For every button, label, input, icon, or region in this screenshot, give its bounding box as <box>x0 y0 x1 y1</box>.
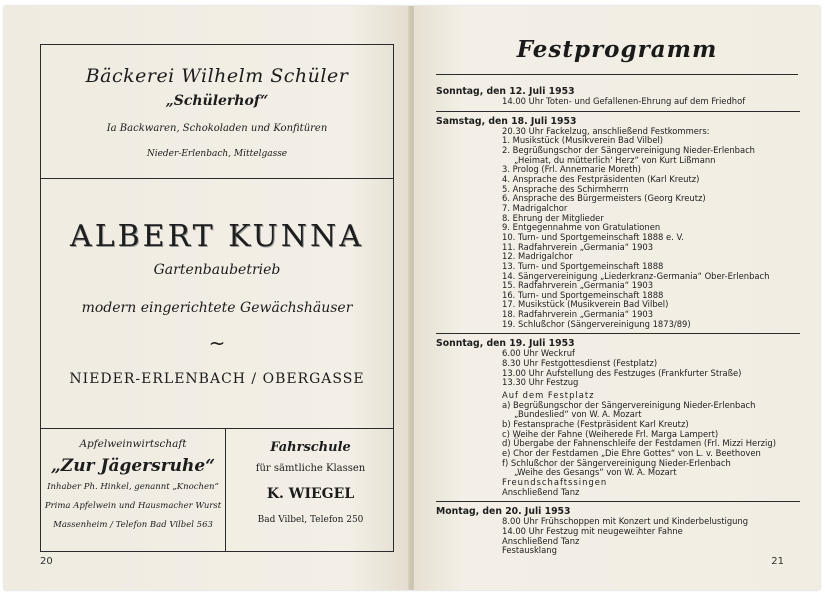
program-item: „Weihe des Gesangs“ von W. A. Mozart <box>514 467 677 478</box>
baeckerei-address: Nieder-Erlenbach, Mittelgasse <box>146 149 288 159</box>
program-item: e) Chor der Festdamen „Die Ehre Gottes“ von L. v. Beethoven <box>502 448 761 458</box>
program-item: 5. Ansprache des Schirmherrn <box>502 183 629 194</box>
program-title: Festprogramm <box>516 36 718 63</box>
advertisement-frame <box>40 44 394 552</box>
program-item: „Heimat, du mütterlich' Herz“ von Kurt Lißmann <box>514 154 716 165</box>
program-item: 15. Radfahrverein „Germania“ 1903 <box>502 280 654 291</box>
program-item: 18. Radfahrverein „Germania“ 1903 <box>502 309 654 320</box>
divider-line <box>41 428 393 429</box>
program-item: 14. Sängervereinigung „Liederkranz-Germania“ Ober-Erlenbach <box>502 270 770 281</box>
day-heading: Sonntag, den 12. Juli 1953 <box>436 86 575 97</box>
ornament-icon: ~ <box>208 331 226 355</box>
program-item: f) Schlußchor der Sängervereinigung Nieder-Erlenbach <box>502 457 731 468</box>
program-item: 16. Turn- und Sportgemeinschaft 1888 <box>502 289 664 300</box>
program-item: 6.00 Uhr Weckruf <box>502 348 575 359</box>
section-rule <box>436 501 800 502</box>
program-item: 9. Entgegennahme von Gratulationen <box>502 222 661 233</box>
program-item: 6. Ansprache des Bürgermeisters (Georg Kreutz) <box>502 193 706 204</box>
program-item: 10. Turn- und Sportgemeinschaft 1888 e. V. <box>502 231 684 242</box>
program-item: 8.00 Uhr Frühschoppen mit Konzert und Kinderbelustigung <box>502 516 749 527</box>
jaegersruhe-name: „Zur Jägersruhe“ <box>51 456 215 476</box>
program-item: d) Übergabe der Fahnenschleife der Festdamen (Frl. Mizzi Herzig) <box>502 438 776 449</box>
day-heading: Sonntag, den 19. Juli 1953 <box>436 338 575 350</box>
program-item: 8.30 Uhr Festgottesdienst (Festplatz) <box>502 358 658 369</box>
booklet-spread <box>4 6 820 590</box>
kunna-subtitle: Gartenbaubetrieb <box>153 262 281 278</box>
kunna-title: ALBERT KUNNA <box>70 219 364 254</box>
fahrschule-address: Bad Vilbel, Telefon 250 <box>257 515 364 525</box>
kunna-address: NIEDER-ERLENBACH / OBERGASSE <box>69 371 365 387</box>
day-heading: Montag, den 20. Juli 1953 <box>436 506 571 518</box>
program-item: 1. Musikstück (Musikverein Bad Vilbel) <box>502 135 664 146</box>
program-item: a) Begrüßungschor der Sängervereinigung Nieder-Erlenbach <box>502 399 756 410</box>
program-item: 14.00 Uhr Toten- und Gefallenen-Ehrung auf dem Friedhof <box>502 96 746 106</box>
program-item: 4. Ansprache des Festpräsidenten (Karl Kreutz) <box>502 173 700 184</box>
divider-line <box>41 178 393 179</box>
program-item: 19. Schlußchor (Sängervereinigung 1873/89) <box>502 318 691 329</box>
fahrschule-name: K. WIEGEL <box>266 486 355 502</box>
title-rule <box>436 74 798 75</box>
jaegersruhe-ad <box>41 438 225 530</box>
program-item: 14.00 Uhr Festzug mit neugeweihter Fahne <box>502 525 683 536</box>
page-number-right: 21 <box>771 556 784 567</box>
program-item: Freundschaftssingen <box>502 476 608 487</box>
fahrschule-ad <box>226 438 395 525</box>
kunna-description: modern eingerichtete Gewächshäuser <box>81 300 353 316</box>
program-item: Anschließend Tanz <box>502 535 580 546</box>
jaegersruhe-address: Massenheim / Telefon Bad Vilbel 563 <box>53 520 213 530</box>
baeckerei-products: Ia Backwaren, Schokoladen und Konfitüren <box>106 123 328 134</box>
program-item: 20.30 Uhr Fackelzug, anschließend Festkommers: <box>502 125 710 136</box>
fahrschule-classes: für sämtliche Klassen <box>255 463 366 474</box>
program-item: 8. Ehrung der Mitglieder <box>502 212 604 223</box>
program-subheading: Auf dem Festplatz <box>502 390 595 401</box>
jaegersruhe-offer: Prima Apfelwein und Hausmacher Wurst <box>44 501 222 511</box>
page-number-left: 20 <box>40 556 53 567</box>
page-right <box>414 6 820 590</box>
program-item: 13.30 Uhr Festzug <box>502 377 579 388</box>
program-item: 17. Musikstück (Musikverein Bad Vilbel) <box>502 299 669 310</box>
section-rule <box>436 333 800 334</box>
program-item: 11. Radfahrverein „Germania“ 1903 <box>502 241 654 252</box>
program-item: 7. Madrigalchor <box>502 202 568 213</box>
program-item: Festausklang <box>502 545 557 556</box>
jaegersruhe-owner: Inhaber Ph. Hinkel, genannt „Knochen“ <box>47 482 219 492</box>
baeckerei-title: Bäckerei Wilhelm Schüler <box>85 65 349 87</box>
program-item: 13.00 Uhr Aufstellung des Festzuges (Frankfurter Straße) <box>502 367 742 378</box>
program-item: 3. Prolog (Frl. Annemarie Moreth) <box>502 164 641 175</box>
jaegersruhe-line1: Apfelweinwirtschaft <box>79 438 187 450</box>
baeckerei-subtitle: „Schülerhof“ <box>165 93 269 109</box>
program-item: 2. Begrüßungschor der Sängervereinigung Nieder-Erlenbach <box>502 144 755 155</box>
day-heading: Samstag, den 18. Juli 1953 <box>436 115 577 127</box>
program-item: 13. Turn- und Sportgemeinschaft 1888 <box>502 260 664 271</box>
section-rule <box>436 111 800 112</box>
program-item: „Bundeslied“ von W. A. Mozart <box>514 409 642 420</box>
program-list <box>436 84 800 556</box>
program-item: c) Weihe der Fahne (Weiherede Frl. Marga Lampert) <box>502 428 719 439</box>
fahrschule-title: Fahrschule <box>270 440 351 455</box>
program-item: b) Festansprache (Festpräsident Karl Kreutz) <box>502 419 689 430</box>
program-item: 12. Madrigalchor <box>502 251 573 262</box>
page-left <box>4 6 410 590</box>
program-item: Anschließend Tanz <box>502 486 580 497</box>
